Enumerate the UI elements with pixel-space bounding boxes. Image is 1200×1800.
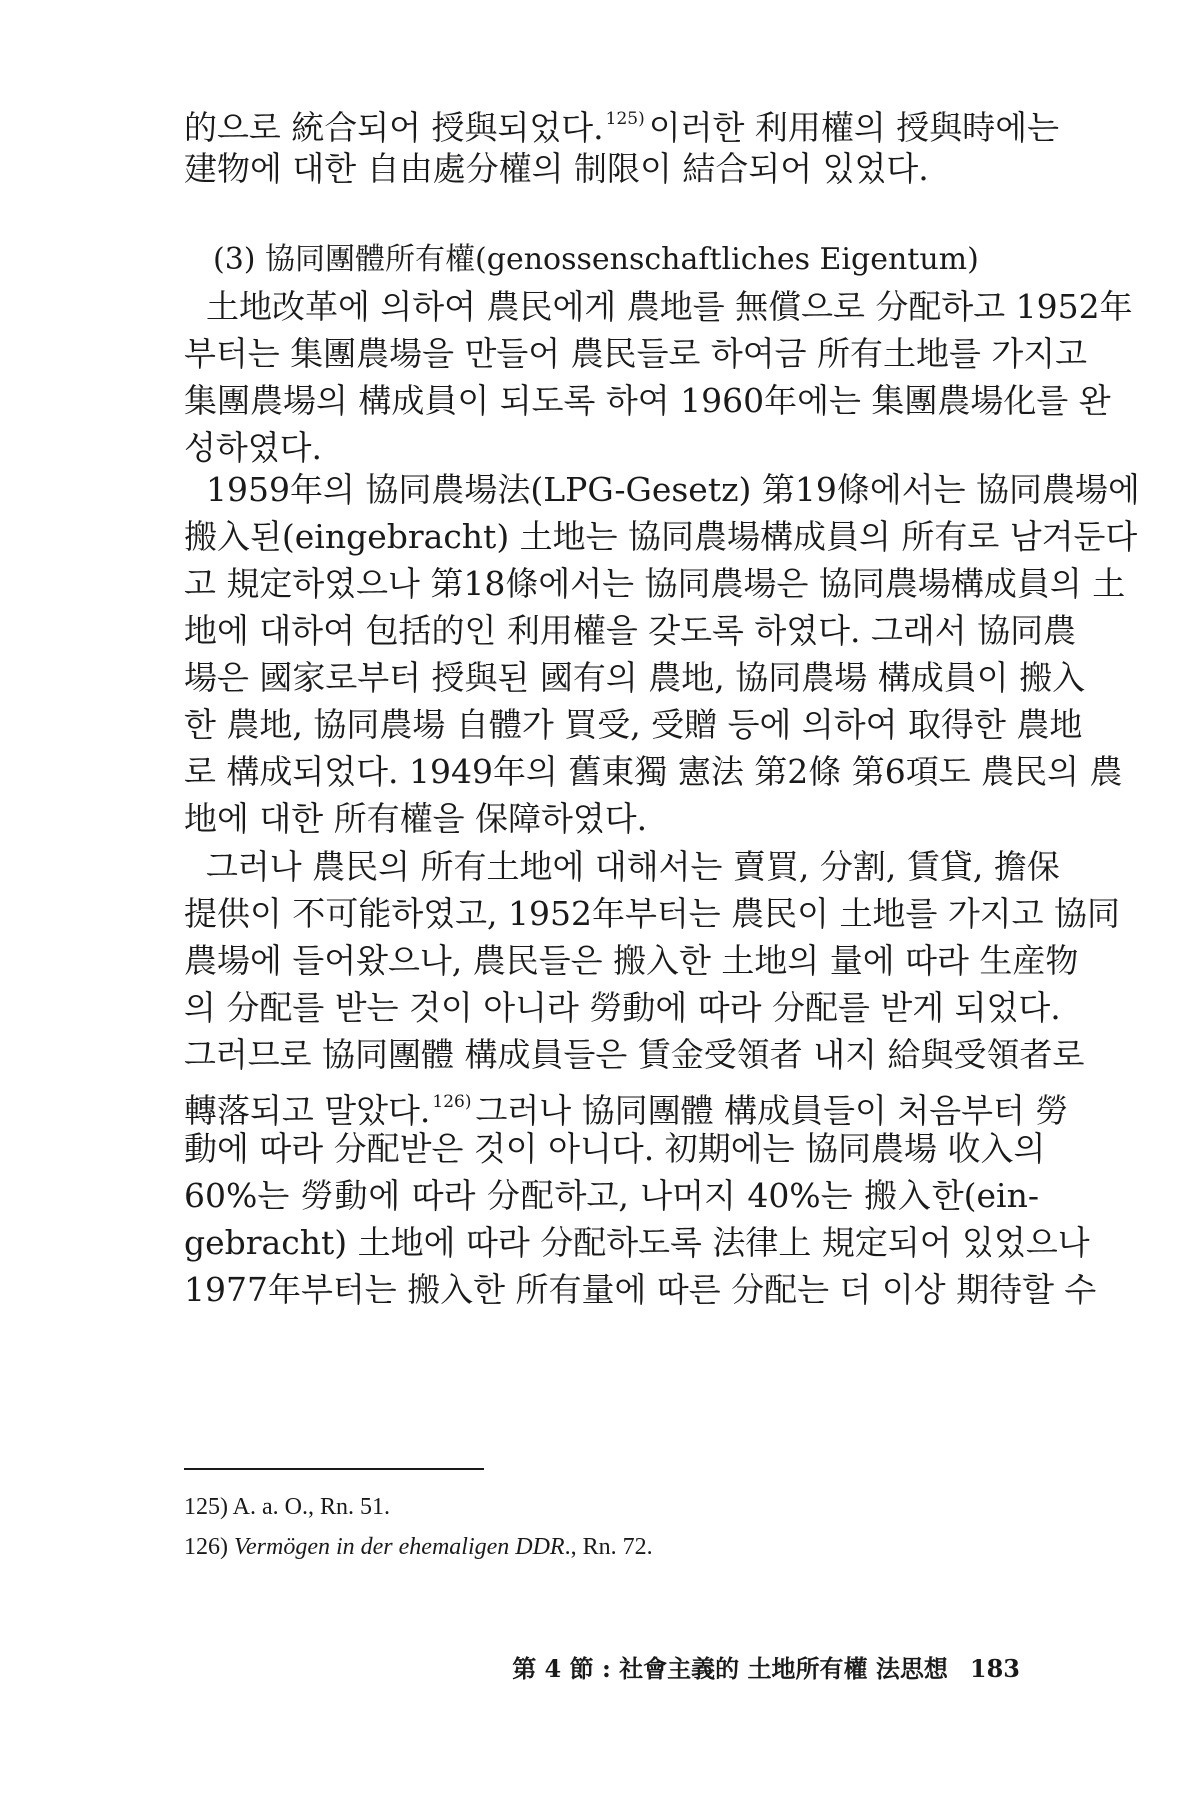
text-segment: 轉落되고 말았다. <box>184 1091 431 1130</box>
footnote-number: 125) <box>184 1494 233 1520</box>
text-line: 부터는 集團農場을 만들어 農民들로 하여금 所有土地를 가지고 <box>184 334 1087 373</box>
text-line: 로 構成되었다. 1949年의 舊東獨 憲法 第2條 第6項도 農民의 農 <box>184 752 1123 791</box>
text-line: 搬入된(eingebracht) 土地는 協同農場構成員의 所有로 남겨둔다 <box>184 517 1138 556</box>
text-line: 地에 대한 所有權을 保障하였다. <box>184 799 648 838</box>
text-line <box>184 1174 1039 1218</box>
page-number: 183 <box>969 1654 1020 1683</box>
text-segment: 提供이 不可能하였고, 1952年부터는 農民이 土地를 가지고 協同 <box>184 894 1120 933</box>
text-line <box>206 845 1060 889</box>
text-line: 한 農地, 協同農場 自體가 買受, 受贈 등에 의하여 取得한 農地 <box>184 705 1083 744</box>
text-segment: 動에 따라 分配받은 것이 아니다. 初期에는 協同農場 收入의 <box>184 1129 1046 1168</box>
text-line: 성하였다. <box>184 428 323 467</box>
footnote-reference: 125) <box>605 109 645 129</box>
text-segment: 그러므로 協同團體 構成員들은 賃金受領者 내지 給與受領者로 <box>184 1035 1085 1074</box>
text-line <box>184 1033 1085 1077</box>
text-segment: 그러나 農民의 所有土地에 대해서는 賣買, 分割, 賃貸, 擔保 <box>206 847 1060 886</box>
footnote-rule <box>184 1468 484 1470</box>
text-segment: 建物에 대한 自由處分權의 制限이 結合되어 있었다. <box>184 149 929 188</box>
text-line: 地에 대하여 包括的인 利用權을 갖도록 하였다. 그래서 協同農 <box>184 611 1077 650</box>
text-segment: gebracht) 土地에 따라 分配하도록 法律上 規定되어 있었으나 <box>184 1223 1090 1262</box>
footnote-title: Vermögen in der ehemaligen DDR <box>234 1534 565 1560</box>
text-line: 場은 國家로부터 授與된 國有의 農地, 協同農場 構成員이 搬入 <box>184 658 1086 697</box>
text-segment: 60%는 勞動에 따라 分配하고, 나머지 40%는 搬入한(ein- <box>184 1176 1039 1215</box>
text-line: 1959年의 協同農場法(LPG-Gesetz) 第19條에서는 協同農場에 <box>206 470 1140 509</box>
footer-section-title: 第 4 節 : 社會主義的 土地所有權 法思想 <box>512 1654 948 1683</box>
text-line <box>184 1080 1069 1133</box>
text-segment: 的으로 統合되어 授與되었다. <box>184 108 604 147</box>
text-line <box>184 892 1120 936</box>
footnote <box>184 1531 653 1563</box>
text-segment: 그러나 協同團體 構成員들이 처음부터 勞 <box>475 1091 1069 1130</box>
footnote-text: A. a. O., Rn. 51. <box>232 1494 390 1520</box>
text-line <box>184 97 1059 150</box>
text-segment: 의 分配를 받는 것이 아니라 勞動에 따라 分配를 받게 되었다. <box>184 988 1061 1027</box>
footnote <box>184 1491 390 1523</box>
text-line: 集團農場의 構成員이 되도록 하여 1960年에는 集團農場化를 완 <box>184 381 1111 420</box>
footnote-number: 126) <box>184 1534 234 1560</box>
footnote-reference: 126) <box>432 1092 472 1112</box>
text-segment: 農場에 들어왔으나, 農民들은 搬入한 土地의 量에 따라 生産物 <box>184 941 1079 980</box>
text-line <box>184 1127 1046 1171</box>
text-line <box>184 1268 1097 1312</box>
text-line <box>184 1221 1090 1265</box>
text-segment: 이러한 利用權의 授與時에는 <box>648 108 1059 147</box>
text-line: 고 規定하였으나 第18條에서는 協同農場은 協同農場構成員의 土 <box>184 564 1126 603</box>
footnote-text: ., Rn. 72. <box>564 1534 653 1560</box>
section-heading: (3) 協同團體所有權(genossenschaftliches Eigentum) <box>213 242 979 277</box>
text-line: 土地改革에 의하여 農民에게 農地를 無償으로 分配하고 1952年 <box>206 287 1133 326</box>
text-segment: 1977年부터는 搬入한 所有量에 따른 分配는 더 이상 期待할 수 <box>184 1270 1097 1309</box>
running-footer <box>512 1653 1020 1685</box>
text-line <box>184 986 1061 1030</box>
text-line <box>184 147 1039 191</box>
text-line <box>184 939 1079 983</box>
